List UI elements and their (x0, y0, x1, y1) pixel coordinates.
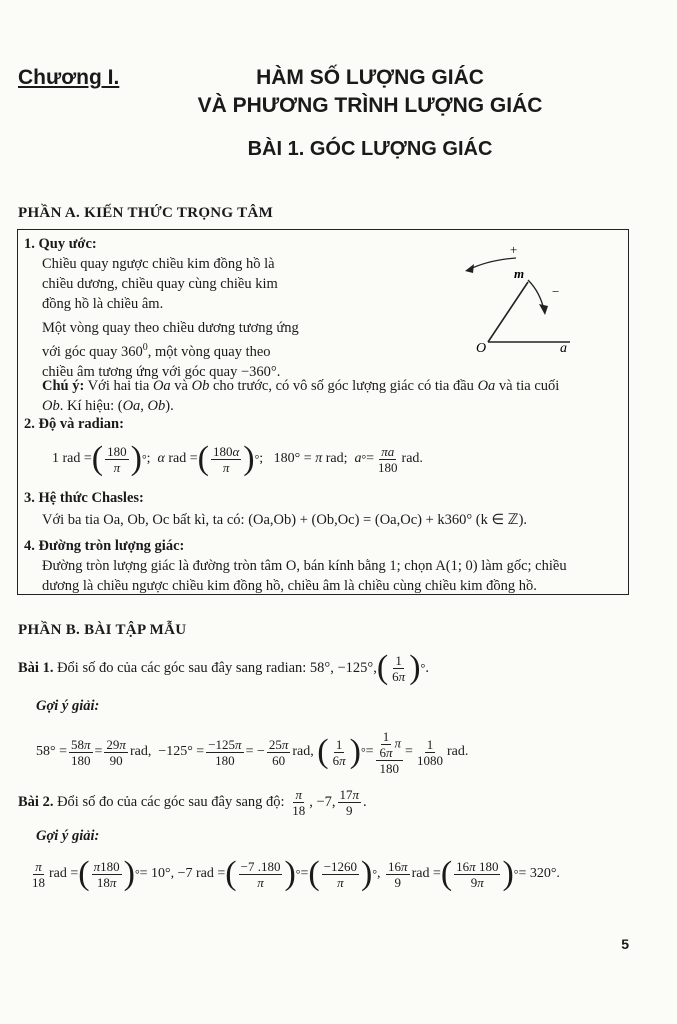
chasles-formula: (Oa,Ob) + (Ob,Oc) = (Oa,Oc) + k360° (k ∈ ℤ). (248, 512, 528, 528)
positive-arrow (465, 264, 474, 273)
s4-line: Đường tròn lượng giác là đường tròn tâm O, bán kính bằng 1; chọn A(1; 0) làm gốc; chiều (42, 558, 567, 574)
positive-arc (468, 258, 516, 270)
plus-label: + (510, 242, 518, 257)
m-label: m (514, 266, 525, 281)
chapter-label: Chương I. (18, 66, 120, 89)
s1-line: Chiều quay ngược chiều kim đồng hồ là (42, 256, 275, 272)
s1-line: với góc quay $360^0$, một vòng quay theo (42, 342, 271, 360)
exercise-1: Bài 1. Đổi số đo của các góc sau đây sang radian: 58°, −125°, ( $\frac{1}{6\pi}$ ) ° . (18, 649, 429, 686)
chapter-title-line2: VÀ PHƯƠNG TRÌNH LƯỢNG GIÁC (197, 94, 543, 117)
s4-line: dương là chiều ngược chiều kim đồng hồ, chiều âm là chiều cùng chiều kim đồng hồ. (42, 578, 537, 594)
o-label: O (476, 341, 487, 352)
part-a-heading: PHẦN A. KIẾN THỨC TRỌNG TÂM (18, 205, 274, 221)
a-label: a (560, 341, 567, 352)
s1-line: đồng hồ là chiều âm. (42, 296, 164, 312)
s2-heading: 2. Độ và radian: (24, 416, 124, 432)
s4-heading: 4. Đường tròn lượng giác: (24, 538, 185, 554)
s1-line: chiều dương, chiều quay cùng chiều kim (42, 276, 278, 292)
s4-text (42, 556, 624, 596)
s1-heading: 1. Quy ước: (24, 236, 97, 252)
negative-arrow (539, 304, 548, 315)
s3-heading: 3. Hệ thức Chasles: (24, 490, 144, 506)
s1-text (42, 254, 342, 382)
exercise-2-solution: $\frac{\pi}{18}$ rad = ( $\frac{\pi 180}{18\pi}$ ) ° = 10°, −7 rad = ( $\frac{-7 .180}{\pi}$ ) ° = ( $\frac{-1260}{\pi}$ ) ° , $\frac{16\pi}{9}$ rad = ( $\frac{16\pi 180}{9\pi}$ ) ° = 320°. (32, 855, 560, 892)
exercise-2: Bài 2. Đổi số đo của các góc sau đây sang độ: $\frac{\pi}{18}$ , −7, $\frac{17\pi}{9}$ . (18, 786, 367, 818)
s1-line: chiều âm tương ứng với góc quay −360°. (42, 363, 281, 380)
page-number: 5 (621, 936, 629, 952)
s3-text: Với ba tia Oa, Ob, Oc bất kì, ta có: (Oa,Ob) + (Ob,Oc) = (Oa,Oc) + k360° (k ∈ ℤ). (42, 512, 528, 528)
ray-om (488, 282, 528, 342)
minus-label: − (552, 284, 560, 299)
s1-note: Chú ý: Với hai tia Oa và Ob cho trước, có vô số góc lượng giác có tia đầu Oa và tia cuối Ob. Kí hiệu: (Oa, Ob). (42, 378, 560, 414)
exercise-1-hint: Gợi ý giải: (36, 698, 100, 714)
exercise-2-hint: Gợi ý giải: (36, 828, 100, 844)
angle-diagram (448, 240, 598, 352)
exercise-1-solution: 58° = $\frac{58\pi}{180}$ = $\frac{29\pi}{90}$ rad, −125° = $\frac{-125\pi}{180}$ = − $\frac{25\pi}{60}$ rad, ( $\frac{1}{6\pi}$ ) ° = $\frac{1}{6\pi}$ π 180 = $\frac{1}{1080}$ rad. (36, 728, 469, 776)
degree-radian-formula: 1 rad = ( $\frac{180}{\pi}$ ) ° ; α rad = ( $\frac{180\alpha}{\pi}$ ) ° ; 180° = π rad; a ° = $\frac{\pi a}{180}$ rad. (52, 440, 423, 477)
s1-line: Một vòng quay theo chiều dương tương ứng (42, 320, 299, 336)
lesson-title: BÀI 1. GÓC LƯỢNG GIÁC (247, 138, 493, 160)
key-knowledge-box (17, 229, 629, 595)
part-b-heading: PHẦN B. BÀI TẬP MẪU (18, 622, 187, 638)
chapter-title-line1: HÀM SỐ LƯỢNG GIÁC (256, 66, 484, 89)
